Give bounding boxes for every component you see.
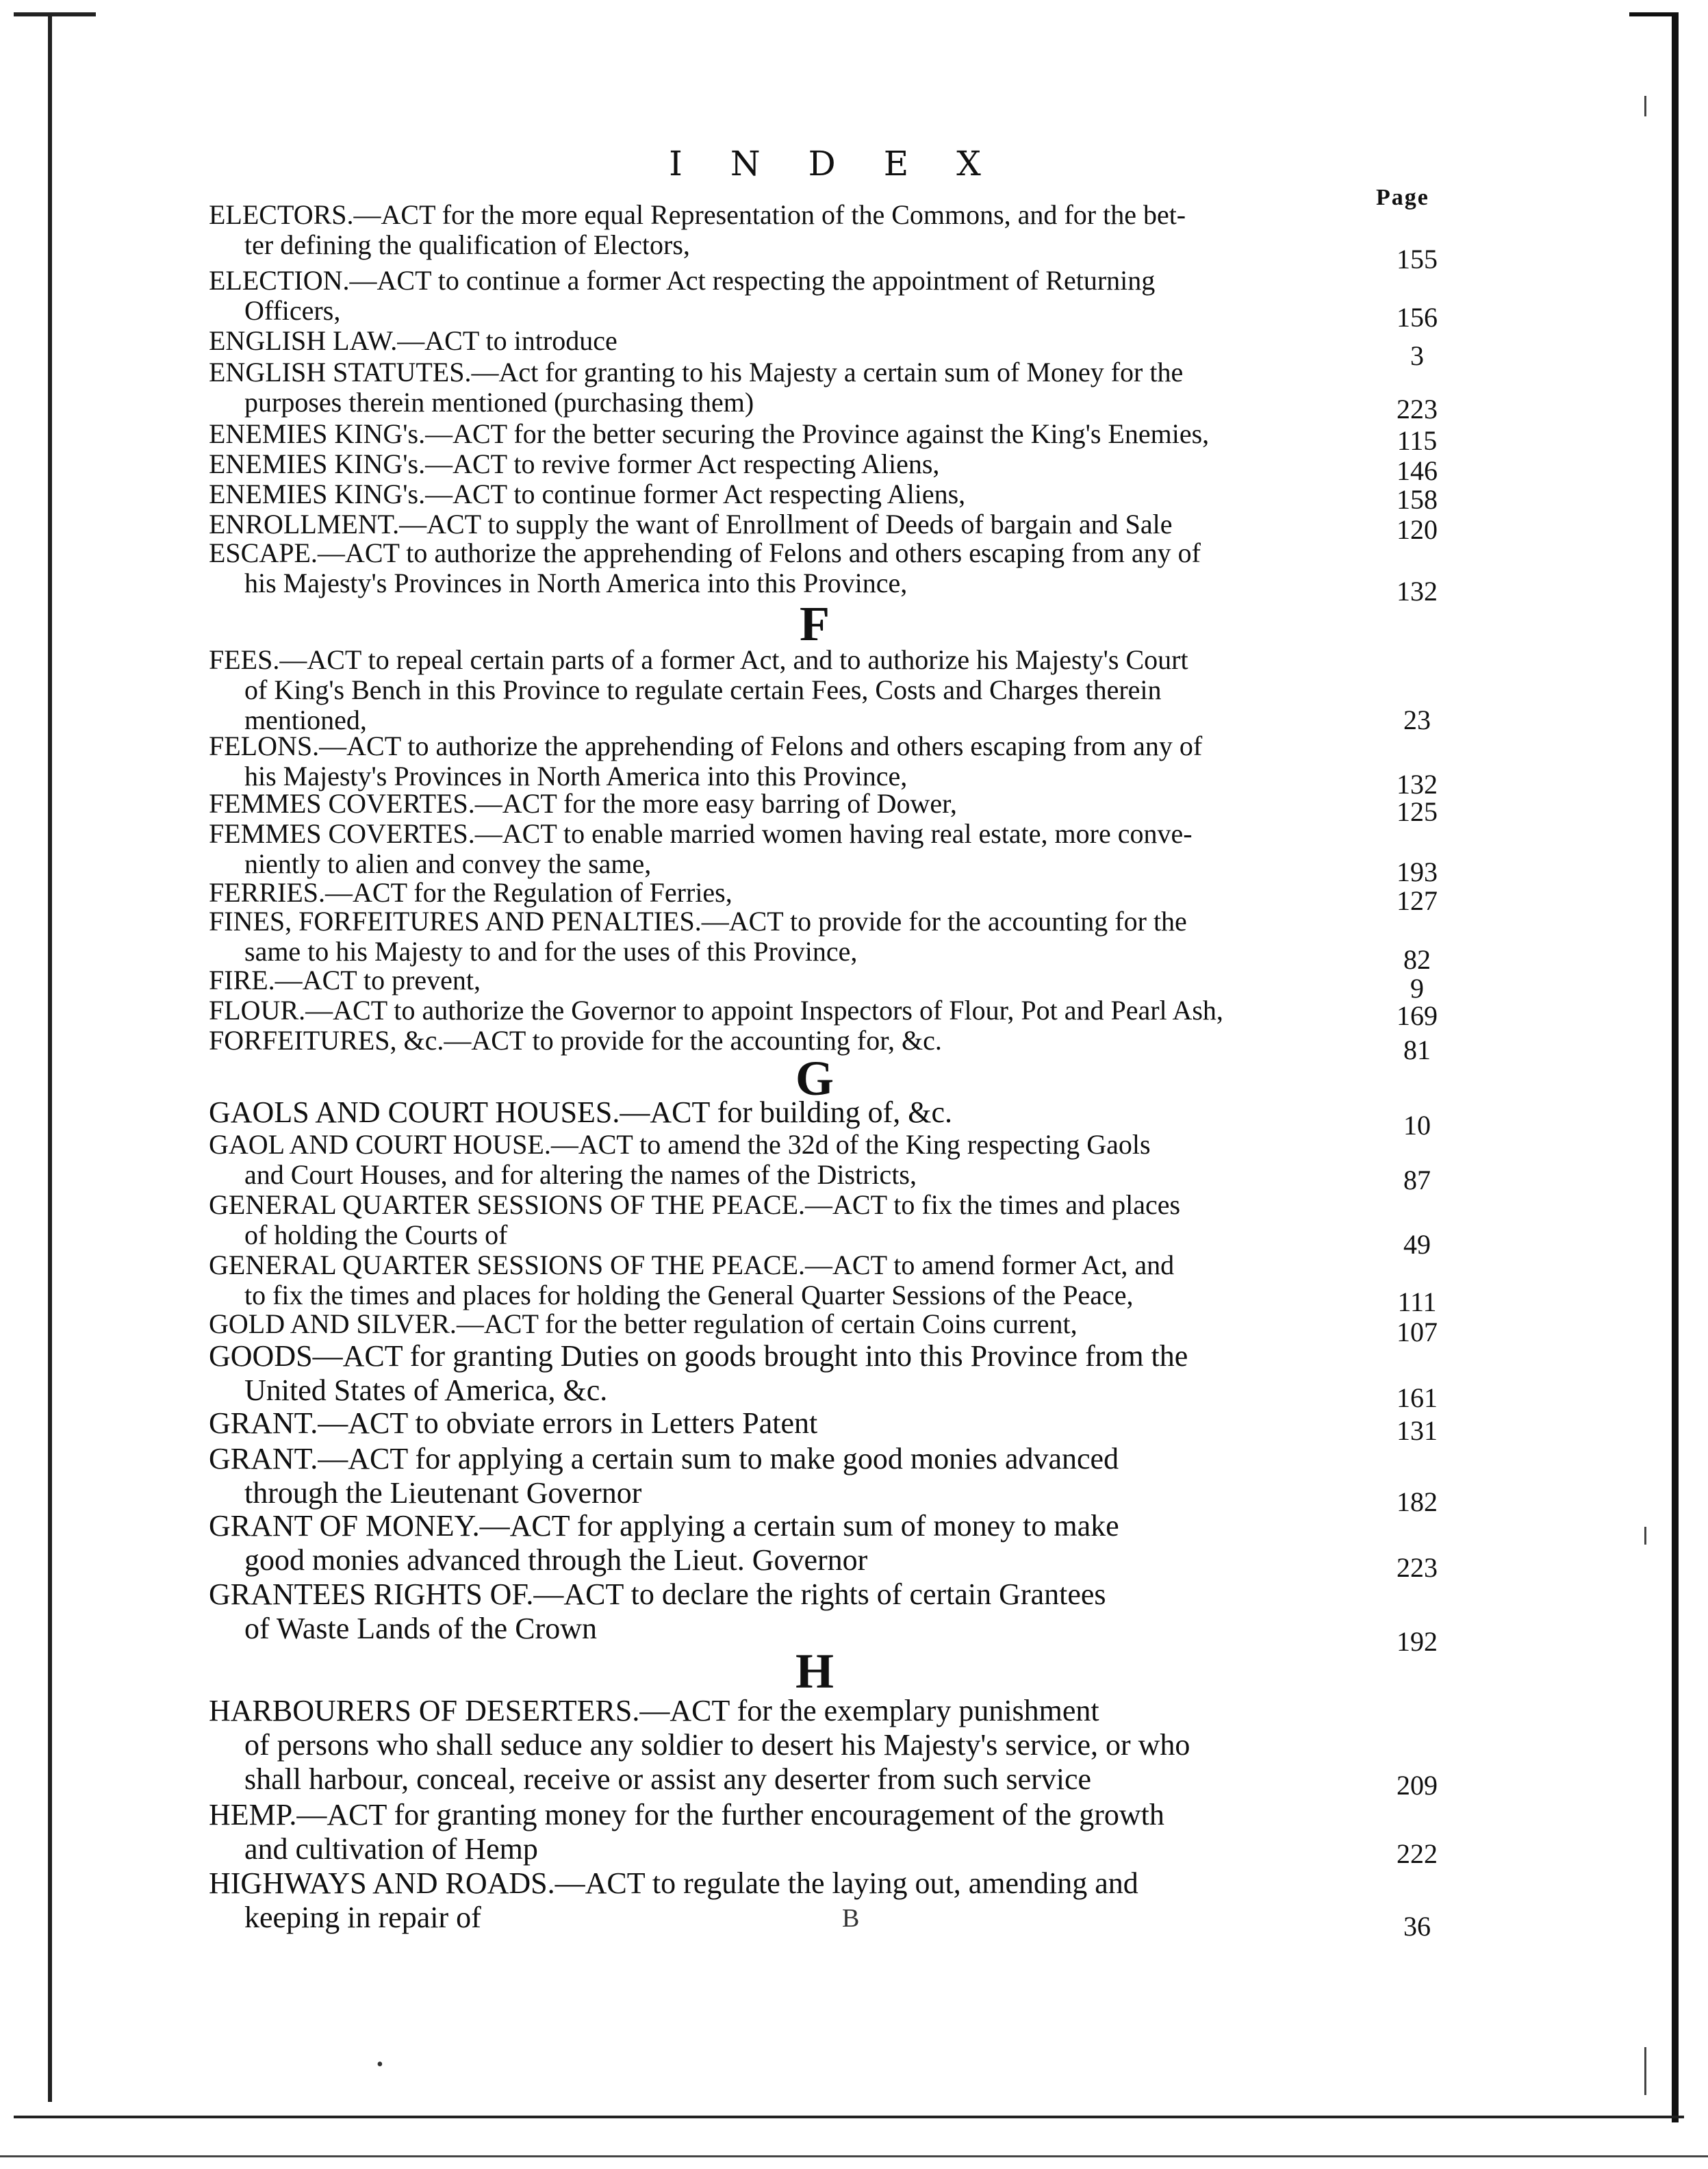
entry-page-number: 125 [1397,796,1438,827]
index-entry [209,789,1386,819]
entry-line: United States of America, &c. [244,1373,608,1407]
entry-page-number: 193 [1397,857,1438,887]
entry-page-number: 169 [1397,1000,1438,1031]
index-entry [209,1309,1386,1339]
page-title: INDEX [669,144,1029,183]
entry-line: GOODS—ACT for granting Duties on goods brought into this Province from the [209,1339,1188,1373]
index-entry [209,1250,1386,1310]
entry-page-number: 115 [1397,425,1438,456]
index-entry [209,1130,1386,1190]
index-entry [209,266,1386,326]
section-letter: G [795,1051,834,1106]
entry-line: and cultivation of Hemp [244,1832,538,1866]
scan-edge-top-left [14,12,96,16]
entry-line: ESCAPE.—ACT to authorize the apprehending of Felons and others escaping from any of [209,538,1201,568]
entry-line: same to his Majesty to and for the uses of this Province, [244,937,858,967]
entry-line: FINES, FORFEITURES AND PENALTIES.—ACT to provide for the accounting for the [209,906,1187,937]
section-letter: H [795,1644,834,1699]
index-entry [209,1095,1386,1130]
entry-line: GENERAL QUARTER SESSIONS OF THE PEACE.—ACT to fix the times and places [209,1190,1181,1220]
entry-page-number: 82 [1403,944,1431,975]
entry-line: ENEMIES KING's.—ACT to continue former Act respecting Aliens, [209,479,966,509]
index-entry [209,200,1386,260]
entry-line: HIGHWAYS AND ROADS.—ACT to regulate the laying out, amending and [209,1866,1138,1900]
index-entry [209,509,1386,540]
scan-edge-bottom-outer [0,2155,1708,2157]
index-entry [209,1798,1386,1866]
entry-line: GAOLS AND COURT HOUSES.—ACT for building of, &c. [209,1095,952,1129]
entry-page-number: 209 [1397,1770,1438,1801]
scan-edge-bottom [14,2116,1684,2118]
entry-line: to fix the times and places for holding the General Quarter Sessions of the Peace, [244,1280,1134,1310]
entry-line: purposes therein mentioned (purchasing them) [244,388,754,418]
index-entry [209,1694,1386,1797]
index-entry [209,479,1386,509]
entry-page-number: 3 [1410,340,1424,371]
entry-page-number: 146 [1397,455,1438,486]
entry-page-number: 132 [1397,576,1438,607]
entry-line: FLOUR.—ACT to authorize the Governor to appoint Inspectors of Flour, Pot and Pearl Ash, [209,995,1223,1026]
entry-line: GRANT.—ACT for applying a certain sum to make good monies advanced [209,1442,1119,1475]
index-entry [209,419,1386,449]
entry-line: ENGLISH LAW.—ACT to introduce [209,326,617,356]
ink-dot: • [377,2054,383,2075]
entry-page-number: 36 [1403,1911,1431,1942]
index-entry [209,645,1386,735]
entry-line: of King's Bench in this Province to regulate certain Fees, Costs and Charges therein [244,675,1162,705]
entry-line: FERRIES.—ACT for the Regulation of Ferries, [209,878,732,908]
index-entry [209,819,1386,879]
entry-page-number: 81 [1403,1035,1431,1065]
entry-page-number: 107 [1397,1317,1438,1347]
entry-line: HEMP.—ACT for granting money for the further encouragement of the growth [209,1798,1164,1831]
entry-line: of Waste Lands of the Crown [244,1612,597,1645]
signature-mark: B [842,1904,860,1933]
margin-tick [1644,96,1646,116]
index-entry [209,995,1386,1026]
index-entry [209,326,1386,356]
entry-page-number: 156 [1397,302,1438,333]
entry-line: good monies advanced through the Lieut. Governor [244,1543,868,1577]
entry-line: of holding the Courts of [244,1220,508,1250]
entry-line: GOLD AND SILVER.—ACT for the better regulation of certain Coins current, [209,1309,1078,1339]
entry-line: of persons who shall seduce any soldier to desert his Majesty's service, or who [244,1728,1190,1762]
index-entry [209,357,1386,418]
index-entry [209,878,1386,908]
index-entry [209,1509,1386,1577]
index-entry [209,906,1386,967]
entry-line: GRANTEES RIGHTS OF.—ACT to declare the rights of certain Grantees [209,1577,1106,1611]
entry-line: mentioned, [244,705,367,735]
entry-page-number: 223 [1397,394,1438,424]
entry-line: ter defining the qualification of Electors, [244,230,690,260]
section-letter: F [800,596,830,651]
entry-line: FEES.—ACT to repeal certain parts of a former Act, and to authorize his Majesty's Court [209,645,1188,675]
entry-page-number: 9 [1410,973,1424,1004]
entry-line: Officers, [244,296,341,326]
page-column-label: Page [1376,185,1429,210]
entry-line: his Majesty's Provinces in North America into this Province, [244,568,908,598]
entry-page-number: 49 [1403,1229,1431,1260]
scan-edge-left [48,14,52,2102]
entry-page-number: 87 [1403,1165,1431,1195]
index-entry [209,965,1386,995]
margin-tick [1644,1527,1646,1545]
entry-line: keeping in repair of [244,1901,481,1934]
entry-line: GENERAL QUARTER SESSIONS OF THE PEACE.—ACT to amend former Act, and [209,1250,1175,1280]
index-entry [209,1190,1386,1250]
index-entry [209,1339,1386,1408]
entry-page-number: 158 [1397,484,1438,515]
entry-line: ENGLISH STATUTES.—Act for granting to his Majesty a certain sum of Money for the [209,357,1184,388]
entry-page-number: 120 [1397,514,1438,545]
entry-page-number: 192 [1397,1626,1438,1657]
index-entry [209,1442,1386,1510]
index-entry [209,449,1386,479]
index-entry [209,731,1386,791]
entry-page-number: 223 [1397,1552,1438,1583]
entry-line: FEMMES COVERTES.—ACT to enable married women having real estate, more conve- [209,819,1193,849]
entry-line: HARBOURERS OF DESERTERS.—ACT for the exemplary punishment [209,1694,1099,1727]
index-entry [209,538,1386,598]
entry-page-number: 182 [1397,1486,1438,1517]
entry-line: FORFEITURES, &c.—ACT to provide for the accounting for, &c. [209,1026,942,1056]
entry-line: through the Lieutenant Governor [244,1476,642,1510]
entry-page-number: 161 [1397,1382,1438,1413]
entry-line: niently to alien and convey the same, [244,849,652,879]
entry-page-number: 155 [1397,244,1438,275]
entry-line: GRANT OF MONEY.—ACT for applying a certain sum of money to make [209,1509,1119,1543]
entry-line: and Court Houses, and for altering the names of the Districts, [244,1160,917,1190]
entry-line: FEMMES COVERTES.—ACT for the more easy barring of Dower, [209,789,957,819]
entry-line: ENROLLMENT.—ACT to supply the want of Enrollment of Deeds of bargain and Sale [209,509,1173,540]
margin-tick [1644,2047,1646,2095]
entry-page-number: 111 [1397,1286,1437,1317]
entry-line: ELECTION.—ACT to continue a former Act respecting the appointment of Returning [209,266,1156,296]
entry-line: GRANT.—ACT to obviate errors in Letters Patent [209,1406,818,1440]
entry-line: ENEMIES KING's.—ACT for the better securing the Province against the King's Enemies, [209,419,1210,449]
index-entry [209,1406,1386,1441]
entry-page-number: 23 [1403,705,1431,735]
entry-page-number: 127 [1397,885,1438,916]
entry-line: FIRE.—ACT to prevent, [209,965,481,995]
index-entry [209,1866,1386,1935]
entry-line: GAOL AND COURT HOUSE.—ACT to amend the 32d of the King respecting Gaols [209,1130,1151,1160]
entry-line: ELECTORS.—ACT for the more equal Representation of the Commons, and for the bet- [209,200,1186,230]
index-entry [209,1577,1386,1646]
entry-line: ENEMIES KING's.—ACT to revive former Act respecting Aliens, [209,449,940,479]
entry-page-number: 131 [1397,1415,1438,1446]
scan-edge-right [1672,14,1679,2122]
entry-line: shall harbour, conceal, receive or assist any deserter from such service [244,1762,1092,1796]
entry-line: his Majesty's Provinces in North America into this Province, [244,761,908,791]
entry-line: FELONS.—ACT to authorize the apprehending of Felons and others escaping from any of [209,731,1203,761]
entry-page-number: 222 [1397,1838,1438,1869]
entry-page-number: 10 [1403,1110,1431,1141]
entry-page-number: 132 [1397,769,1438,800]
